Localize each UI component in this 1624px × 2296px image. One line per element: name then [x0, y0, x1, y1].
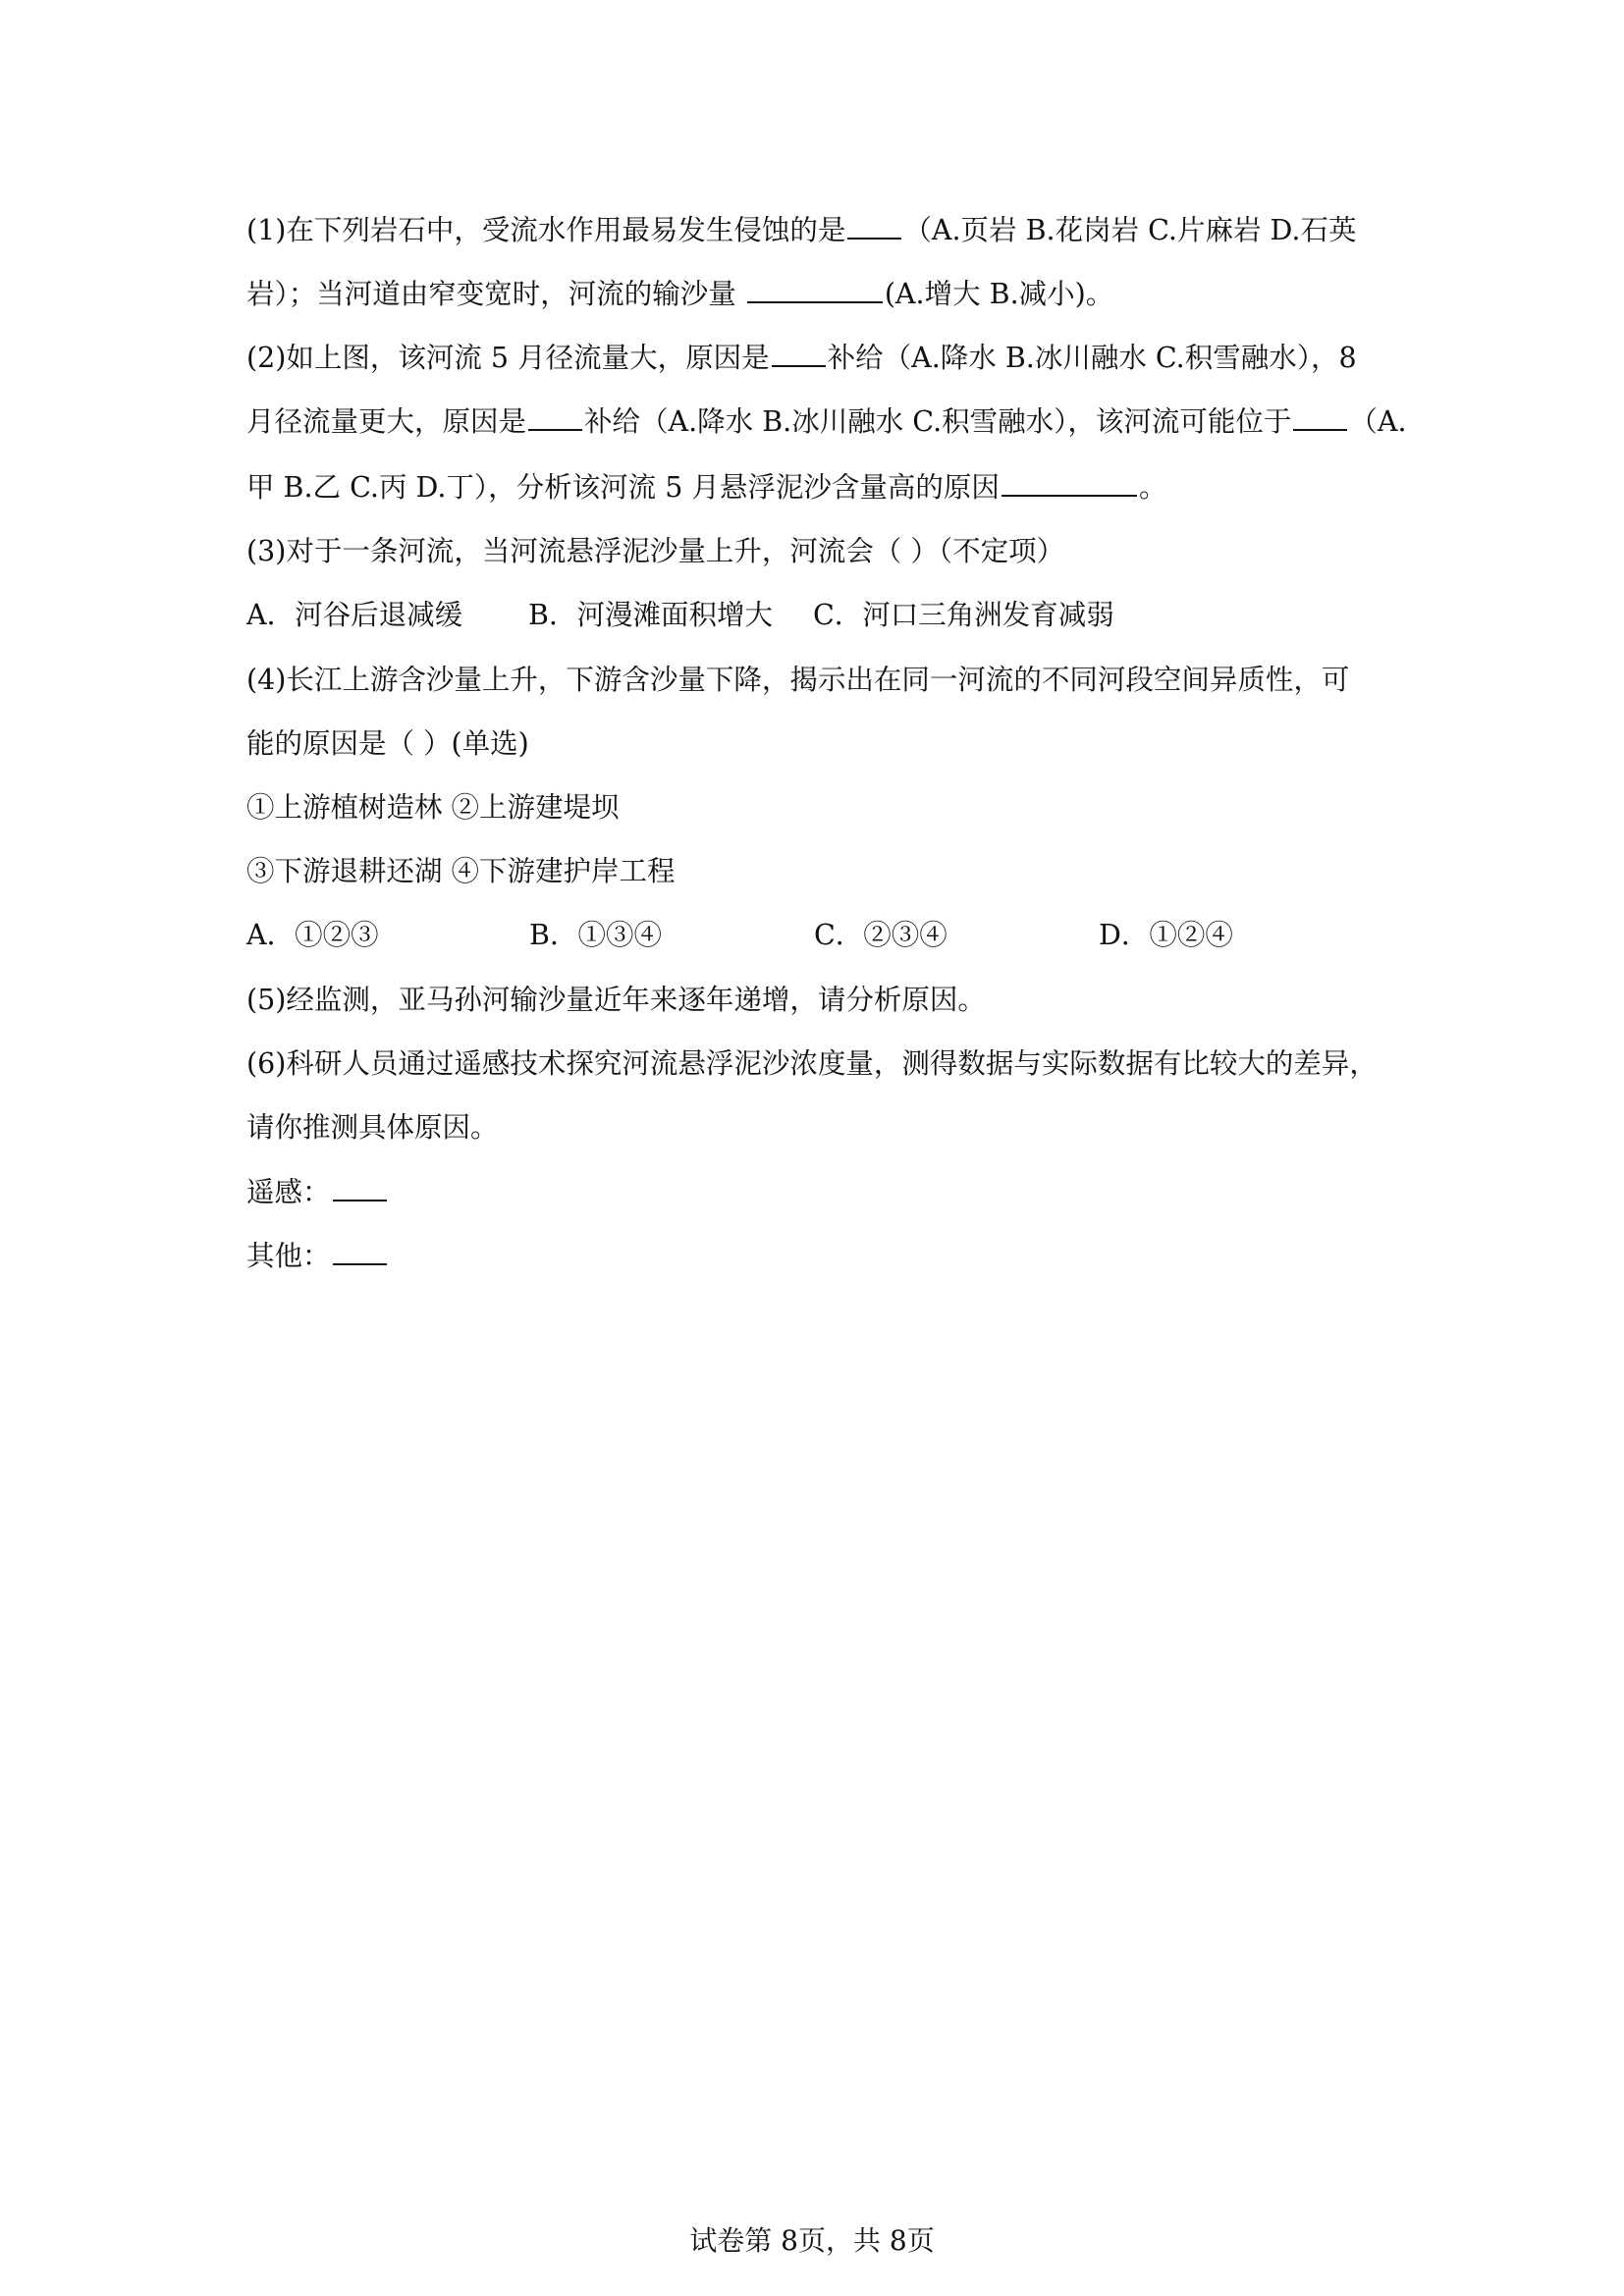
- q2-text-2c: （A.: [1349, 405, 1407, 438]
- q4-line-1: (4)长江上游含沙量上升，下游含沙量下降，揭示出在同一河流的不同河段空间异质性，可: [246, 664, 1350, 696]
- q4-option-a[interactable]: A．①②③: [246, 919, 379, 951]
- q6-remote-sensing-answer: [246, 1173, 389, 1212]
- q2-line-1: [246, 339, 1357, 378]
- q5-text: (5)经监测，亚马孙河输沙量近年来逐年递增，请分析原因。: [246, 984, 986, 1016]
- q1-text-2a: 岩）；当河道由窄变宽时，河流的输沙量: [246, 278, 745, 310]
- q4-line-2: 能的原因是（ ）(单选): [246, 727, 529, 760]
- q1-blank-2[interactable]: [747, 276, 883, 303]
- q2-line-3: [246, 468, 1166, 507]
- q2-line-2: [246, 402, 1407, 442]
- q3-option-b[interactable]: B．河漫滩面积增大: [528, 599, 773, 631]
- q2-blank-1[interactable]: [772, 340, 826, 367]
- q3-option-c[interactable]: C．河口三角洲发育减弱: [813, 599, 1114, 631]
- q2-text-1b: 补给（A.降水 B.冰川融水 C.积雪融水），8: [827, 342, 1357, 374]
- q2-blank-4[interactable]: [1001, 469, 1137, 497]
- q1-line-2: [246, 275, 1113, 314]
- q4-option-d[interactable]: D．①②④: [1099, 919, 1233, 951]
- q4-item-1: ①上游植树造林 ②上游建堤坝: [246, 791, 620, 824]
- q3-option-a[interactable]: A．河谷后退减缓: [246, 599, 463, 631]
- q2-text-2a: 月径流量更大，原因是: [246, 405, 527, 438]
- q2-blank-2[interactable]: [528, 403, 582, 431]
- q1-text-1a: (1)在下列岩石中，受流水作用最易发生侵蚀的是: [246, 214, 846, 246]
- q2-text-3b: 。: [1138, 471, 1167, 504]
- q6-line-2: 请你推测具体原因。: [246, 1111, 499, 1144]
- q4-option-b[interactable]: B．①③④: [529, 919, 662, 951]
- q3-stem: (3)对于一条河流，当河流悬浮泥沙量上升，河流会（ ）（不定项）: [246, 535, 1065, 567]
- q6-line-1: (6)科研人员通过遥感技术探究河流悬浮泥沙浓度量，测得数据与实际数据有比较大的差异，: [246, 1047, 1378, 1080]
- q6-blank-remote-sensing[interactable]: [333, 1174, 387, 1201]
- q4-item-2: ③下游退耕还湖 ④下游建护岸工程: [246, 855, 676, 887]
- q2-text-3a: 甲 B.乙 C.丙 D.丁），分析该河流 5 月悬浮泥沙含量高的原因: [246, 471, 1000, 504]
- q1-text-1b: （A.页岩 B.花岗岩 C.片麻岩 D.石英: [903, 214, 1357, 246]
- q6-remote-sensing-label: 遥感：: [246, 1176, 331, 1208]
- q2-blank-3[interactable]: [1293, 403, 1347, 431]
- q6-blank-other[interactable]: [333, 1238, 387, 1265]
- q1-blank-1[interactable]: [847, 212, 901, 240]
- q1-text-2b: (A.增大 B.减小)。: [884, 278, 1114, 310]
- q1-line-1: [246, 211, 1356, 250]
- q4-option-c[interactable]: C．②③④: [814, 919, 947, 951]
- q6-other-label: 其他：: [246, 1240, 331, 1272]
- q2-text-2b: 补给（A.降水 B.冰川融水 C.积雪融水），该河流可能位于: [584, 405, 1292, 438]
- q2-text-1a: (2)如上图，该河流 5 月径流量大，原因是: [246, 342, 770, 374]
- q6-other-answer: [246, 1237, 389, 1276]
- page-footer: 试卷第 8页，共 8页: [689, 2224, 935, 2257]
